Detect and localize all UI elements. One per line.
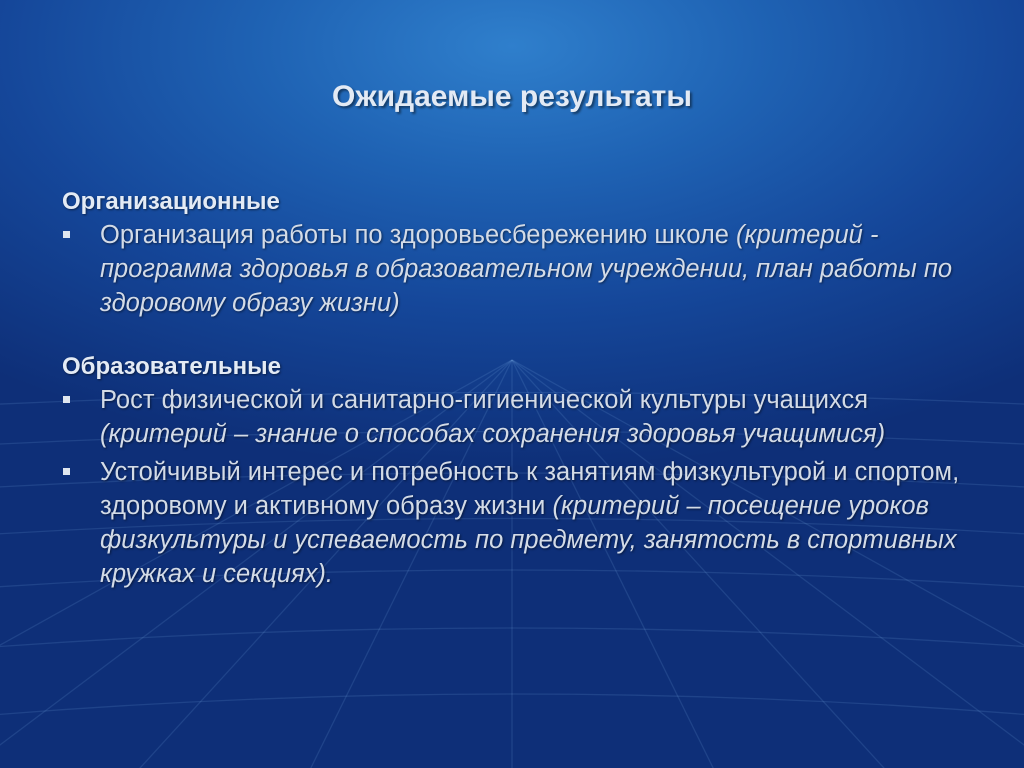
list-item: [62, 218, 962, 320]
bullet-list: [62, 218, 962, 320]
section-organizational: [62, 186, 962, 320]
square-bullet-icon: [63, 231, 70, 238]
item-criterion: (критерий – знание о способах сохранения здоровья учащимися): [100, 420, 886, 448]
item-text: Рост физической и санитарно-гигиенической культуры учащихся: [100, 386, 869, 414]
list-item: [62, 383, 962, 451]
square-bullet-icon: [63, 396, 70, 403]
bullet-list: [62, 383, 962, 591]
slide-title: Ожидаемые результаты: [332, 80, 692, 113]
item-criterion: (критерий – посещение уроков физкультуры и успеваемость по предмету, занятость в спортивных кружках и секциях).: [100, 492, 957, 588]
section-educational: [62, 351, 962, 591]
square-bullet-icon: [63, 468, 70, 475]
item-text: Организация работы по здоровьесбережению школе: [100, 221, 729, 249]
slide-content: [62, 186, 962, 591]
item-text: Устойчивый интерес и потребность к занятиям физкультурой и спортом, здоровому и активному образу жизни: [100, 458, 960, 520]
list-item: [62, 455, 962, 591]
item-criterion: (критерий - программа здоровья в образовательном учреждении, план работы по здоровому образу жизни): [100, 221, 953, 317]
section-heading-educational: Образовательные: [62, 353, 282, 380]
section-heading-organizational: Организационные: [62, 188, 280, 215]
